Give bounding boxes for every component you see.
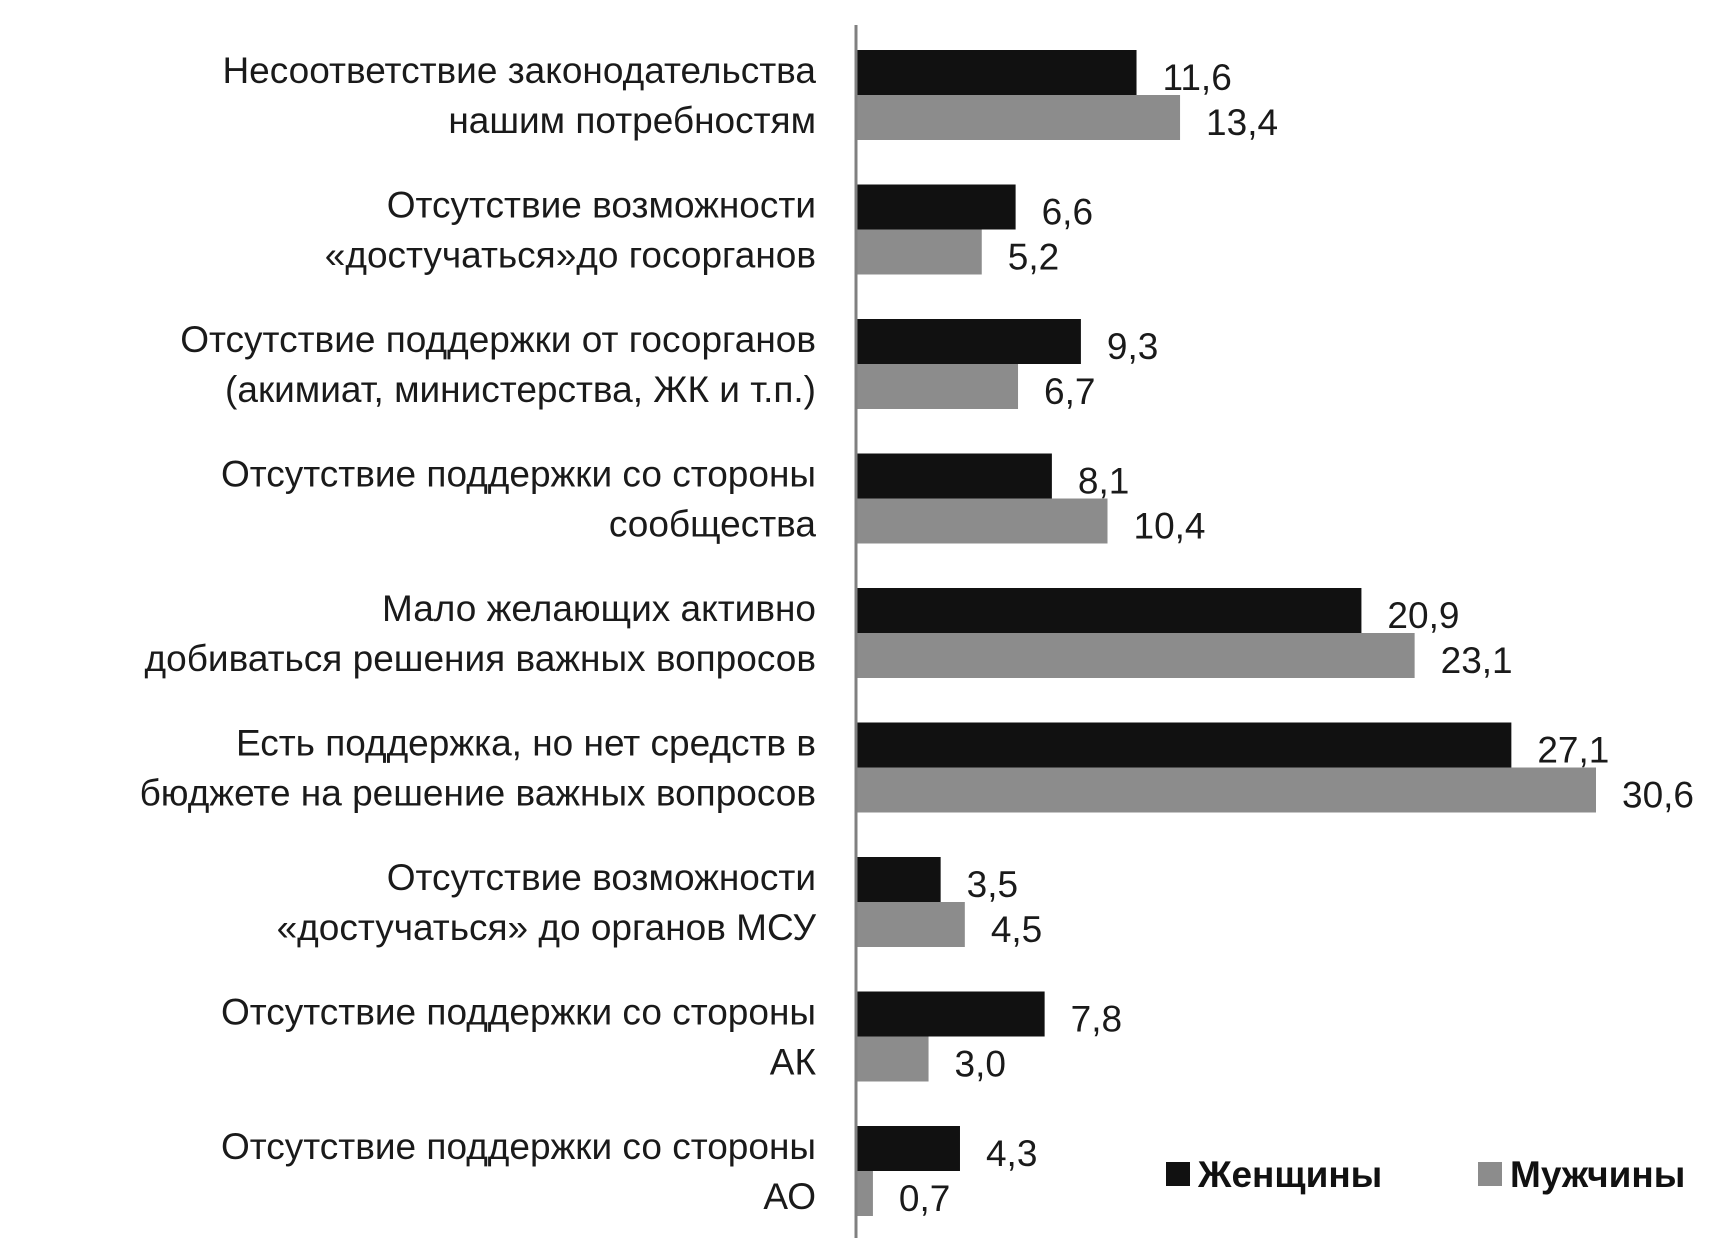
bar-men xyxy=(856,95,1180,140)
category-labels-layer xyxy=(140,50,817,1217)
bar-men xyxy=(856,230,982,275)
category-label xyxy=(221,1126,816,1217)
category-label-line: нашим потребностям xyxy=(448,100,816,141)
data-label: 4,3 xyxy=(985,1133,1038,1174)
bar-men xyxy=(856,499,1108,544)
category-label xyxy=(221,992,817,1083)
bars-layer xyxy=(856,50,1596,1216)
data-label: 0,7 xyxy=(898,1178,951,1219)
category-label-line: «достучаться» до органов МСУ xyxy=(276,907,816,948)
bar-women xyxy=(856,185,1016,230)
category-label xyxy=(277,857,817,948)
data-label: 6,6 xyxy=(1041,191,1094,233)
bar-women xyxy=(856,723,1511,768)
category-label xyxy=(145,588,816,679)
category-label-line: Отсутствие поддержки со стороны xyxy=(220,1126,816,1167)
category-label-line: АО xyxy=(763,1176,816,1217)
bar-women xyxy=(856,857,941,902)
data-label: 4,5 xyxy=(990,909,1043,950)
data-label: 13,4 xyxy=(1206,102,1279,143)
category-label-line: Отсутствие поддержки от госорганов xyxy=(180,319,816,360)
category-label-line: Есть поддержка, но нет средств в xyxy=(235,722,816,764)
category-label-line: сообщества xyxy=(608,503,816,545)
category-label-line: Отсутствие поддержки со стороны xyxy=(220,991,816,1033)
data-label: 23,1 xyxy=(1440,640,1513,681)
category-label-line: (акимиат, министерства, ЖК и т.п.) xyxy=(225,369,816,410)
category-label-line: бюджете на решение важных вопросов xyxy=(139,772,816,814)
category-label-line: АК xyxy=(769,1041,816,1083)
data-label: 30,6 xyxy=(1622,774,1695,816)
bar-men xyxy=(856,633,1415,678)
data-label: 20,9 xyxy=(1387,595,1460,636)
data-label: 9,3 xyxy=(1106,326,1159,367)
category-label xyxy=(221,454,816,545)
data-label: 6,7 xyxy=(1044,371,1096,412)
legend-label-women: Женщины xyxy=(1198,1154,1383,1195)
data-label: 11,6 xyxy=(1162,57,1232,98)
legend-swatch-women xyxy=(1166,1162,1190,1186)
data-label: 27,1 xyxy=(1537,729,1610,771)
bar-women xyxy=(856,588,1361,633)
data-label: 8,1 xyxy=(1077,460,1130,502)
bar-women xyxy=(856,50,1137,95)
legend xyxy=(1166,1154,1685,1195)
bar-men xyxy=(856,768,1596,813)
category-label-line: Мало желающих активно xyxy=(381,588,816,629)
bar-men xyxy=(856,364,1018,409)
category-label-line: добиваться решения важных вопросов xyxy=(144,638,816,679)
data-label: 3,0 xyxy=(954,1043,1006,1085)
bar-women xyxy=(856,992,1045,1037)
data-label: 5,2 xyxy=(1007,236,1060,278)
category-label xyxy=(325,185,816,276)
bar-women xyxy=(856,1126,960,1171)
bar-men xyxy=(856,1037,929,1082)
bar-women xyxy=(856,454,1052,499)
data-label: 3,5 xyxy=(966,864,1019,905)
category-label-line: Несоответствие законодательства xyxy=(222,50,816,91)
category-label-line: Отсутствие возможности xyxy=(386,857,816,898)
category-label xyxy=(222,50,816,141)
bar-women xyxy=(856,319,1081,364)
bar-men xyxy=(856,902,965,947)
data-label: 7,8 xyxy=(1070,998,1123,1040)
bar-men xyxy=(856,1171,873,1216)
legend-label-men: Мужчины xyxy=(1510,1154,1686,1195)
legend-swatch-men xyxy=(1478,1162,1502,1186)
category-label xyxy=(140,723,816,814)
category-label-line: Отсутствие поддержки со стороны xyxy=(220,453,816,495)
category-label-line: Отсутствие возможности xyxy=(386,184,816,226)
data-label: 10,4 xyxy=(1133,505,1206,547)
category-label xyxy=(180,319,816,410)
category-label-line: «достучаться»до госорганов xyxy=(324,234,816,276)
